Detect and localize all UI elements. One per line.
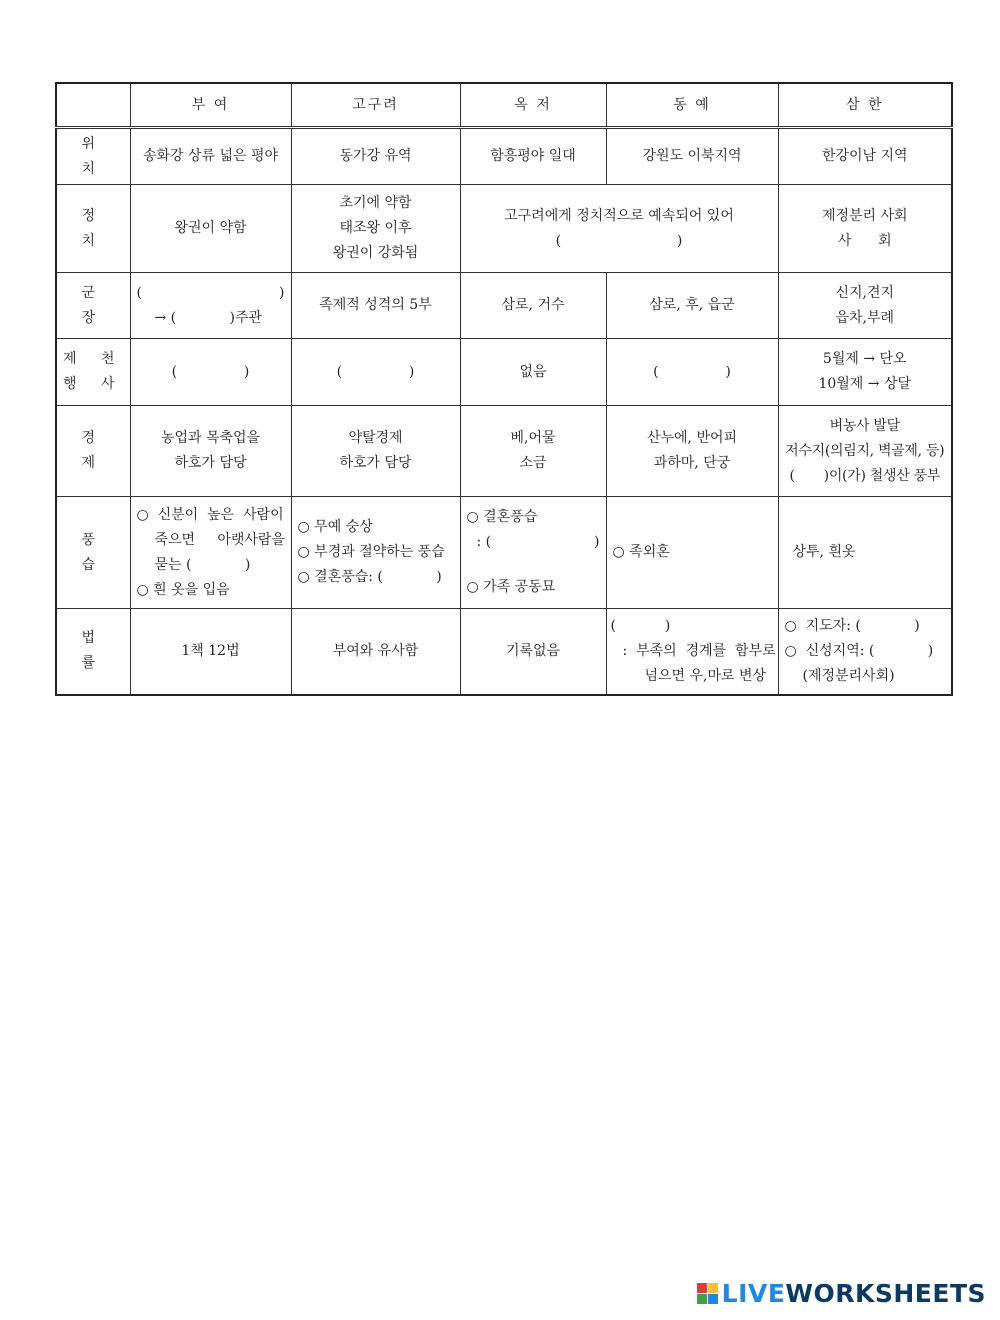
header-okjeo: 옥 저 [460, 83, 606, 128]
row-politics [56, 185, 952, 273]
cell-location-dongye: 강원도 이북지역 [606, 128, 778, 185]
answer-blank-festival-buyeo[interactable]: ( ) [130, 339, 291, 406]
header-empty [56, 83, 130, 128]
text-line: 5월제 → 단오 [822, 351, 907, 367]
row-label-politics: 정 치 [56, 185, 130, 273]
text-line: ○ 흰 옷을 입음 [136, 581, 230, 598]
row-label-economy: 경 제 [56, 406, 130, 497]
text-line: ○ 무예 숭상 [297, 519, 373, 535]
cell-chief-goguryeo: 족제적 성격의 5부 [291, 273, 460, 339]
logo-text-worksheets: WORKSHEETS [785, 1279, 986, 1308]
row-label-chief: 군 장 [56, 273, 130, 339]
answer-blank[interactable]: 묻는 ( ) [154, 556, 251, 573]
text-line: 행 사 [63, 376, 125, 392]
logo-square [708, 1283, 718, 1293]
history-table [55, 82, 953, 696]
answer-blank[interactable]: ○ 결혼풍습: ( ) [297, 569, 442, 585]
logo-square [697, 1294, 707, 1304]
answer-blank[interactable]: 사 회 [837, 232, 892, 249]
cell-chief-buyeo [130, 273, 291, 339]
cell-politics-buyeo: 왕권이 약함 [130, 185, 291, 273]
logo-grid-icon [697, 1283, 718, 1304]
text-line: 하호가 담당 [174, 455, 247, 471]
text-line: 읍차,부례 [835, 309, 895, 326]
row-label-location: 위 치 [56, 128, 130, 185]
text-line: 저수지(의림지, 벽골제, 등) [785, 442, 945, 459]
answer-blank[interactable] [137, 281, 285, 306]
cell-law-buyeo: 1책 12법 [130, 609, 291, 695]
text-line: ○ 신분이 높은 사람이 [136, 506, 284, 523]
header-buyeo: 부 여 [130, 83, 291, 128]
text-line: 농업과 목축업을 [160, 430, 261, 446]
cell-location-okjeo: 함흥평야 일대 [460, 128, 606, 185]
cell-location-goguryeo: 동가강 유역 [291, 128, 460, 185]
text-line: 10월제 → 상달 [818, 376, 912, 392]
answer-blank[interactable]: ( )이(가) 철생산 풍부 [789, 467, 941, 484]
cell-customs-dongye: ○ 족외혼 [606, 497, 778, 609]
header-dongye: 동 예 [606, 83, 778, 128]
cell-festival-samhan [778, 339, 952, 406]
row-label-law: 법 률 [56, 609, 130, 695]
text-line: : 부족의 경계를 함부로 [622, 642, 776, 659]
spacer [467, 555, 600, 575]
row-festival [56, 339, 952, 406]
cell-customs-buyeo [130, 497, 291, 609]
cell-customs-samhan: 상투, 흰옷 [778, 497, 952, 609]
answer-blank-festival-dongye[interactable]: ( ) [606, 339, 778, 406]
cell-law-okjeo: 기록없음 [460, 609, 606, 695]
liveworksheets-logo [697, 1279, 986, 1308]
logo-square [697, 1283, 707, 1293]
row-label-customs: 풍 습 [56, 497, 130, 609]
answer-blank-festival-goguryeo[interactable]: ( ) [291, 339, 460, 406]
header-goguryeo: 고구려 [291, 83, 460, 128]
cell-law-goguryeo: 부여와 유사함 [291, 609, 460, 695]
cell-chief-dongye: 삼로, 후, 읍군 [606, 273, 778, 339]
text-line: 베,어물 [510, 430, 556, 446]
text-line: 태조왕 이후 [339, 220, 412, 236]
header-samhan: 삼 한 [778, 83, 952, 128]
row-location [56, 128, 952, 185]
cell-economy-okjeo [460, 406, 606, 497]
header-row [56, 83, 952, 128]
answer-blank[interactable] [467, 530, 600, 555]
cell-chief-samhan [778, 273, 952, 339]
text-line: 제 천 [63, 351, 125, 367]
open-paren: ( [136, 284, 142, 301]
cell-politics-okjeo-dongye [460, 185, 778, 273]
cell-location-samhan: 한강이남 지역 [778, 128, 952, 185]
cell-law-dongye [606, 609, 778, 695]
answer-blank[interactable]: ( ) [610, 617, 671, 634]
cell-customs-okjeo [460, 497, 606, 609]
cell-law-samhan [778, 609, 952, 695]
row-law [56, 609, 952, 695]
text-line: (제정분리사회) [802, 667, 895, 684]
answer-blank[interactable]: → ( )주관 [154, 309, 263, 326]
cell-customs-goguryeo [291, 497, 460, 609]
cell-festival-okjeo: 없음 [460, 339, 606, 406]
text-line: 죽으면 아랫사람을 [154, 531, 285, 548]
cell-economy-dongye [606, 406, 778, 497]
text-line: 과하마, 단궁 [653, 455, 731, 471]
text-line: ○ 가족 공동묘 [466, 579, 556, 595]
cell-economy-goguryeo [291, 406, 460, 497]
row-chief [56, 273, 952, 339]
answer-blank[interactable]: ○ 신성지역: ( ) [784, 642, 934, 659]
text-line: 하호가 담당 [339, 455, 412, 471]
row-economy [56, 406, 952, 497]
cell-politics-samhan [778, 185, 952, 273]
text-line: 고구려에게 정치적으로 예속되어 있어 [504, 207, 734, 224]
text-line: ○ 부경과 절약하는 풍습 [297, 544, 445, 560]
cell-location-buyeo: 송화강 상류 넓은 평야 [130, 128, 291, 185]
text-line: 초기에 약함 [339, 195, 412, 211]
cell-economy-samhan [778, 406, 952, 497]
text-line: 약탈경제 [348, 430, 403, 446]
text-line: 넘으면 우,마로 변상 [644, 667, 767, 684]
close-paren: ) [279, 284, 285, 301]
text-line: 벼농사 발달 [829, 417, 900, 434]
text-line: 산누에, 반어피 [646, 430, 738, 446]
row-customs [56, 497, 952, 609]
logo-square [708, 1294, 718, 1304]
text-line: 왕권이 강화됨 [332, 245, 419, 261]
row-label-festival [56, 339, 130, 406]
logo-text-live: LIVE [721, 1279, 786, 1308]
cell-politics-goguryeo [291, 185, 460, 273]
text-line: 소금 [519, 455, 547, 471]
open-paren: : ( [476, 534, 492, 550]
close-paren: ) [594, 534, 600, 550]
text-line: ○ 결혼풍습 [466, 509, 538, 525]
cell-chief-okjeo: 삼로, 거수 [460, 273, 606, 339]
answer-blank[interactable]: ( ) [555, 232, 683, 249]
answer-blank[interactable]: ○ 지도자: ( ) [784, 617, 920, 634]
text-line: 제정분리 사회 [821, 207, 908, 224]
cell-economy-buyeo [130, 406, 291, 497]
text-line: 신지,견지 [835, 284, 895, 301]
